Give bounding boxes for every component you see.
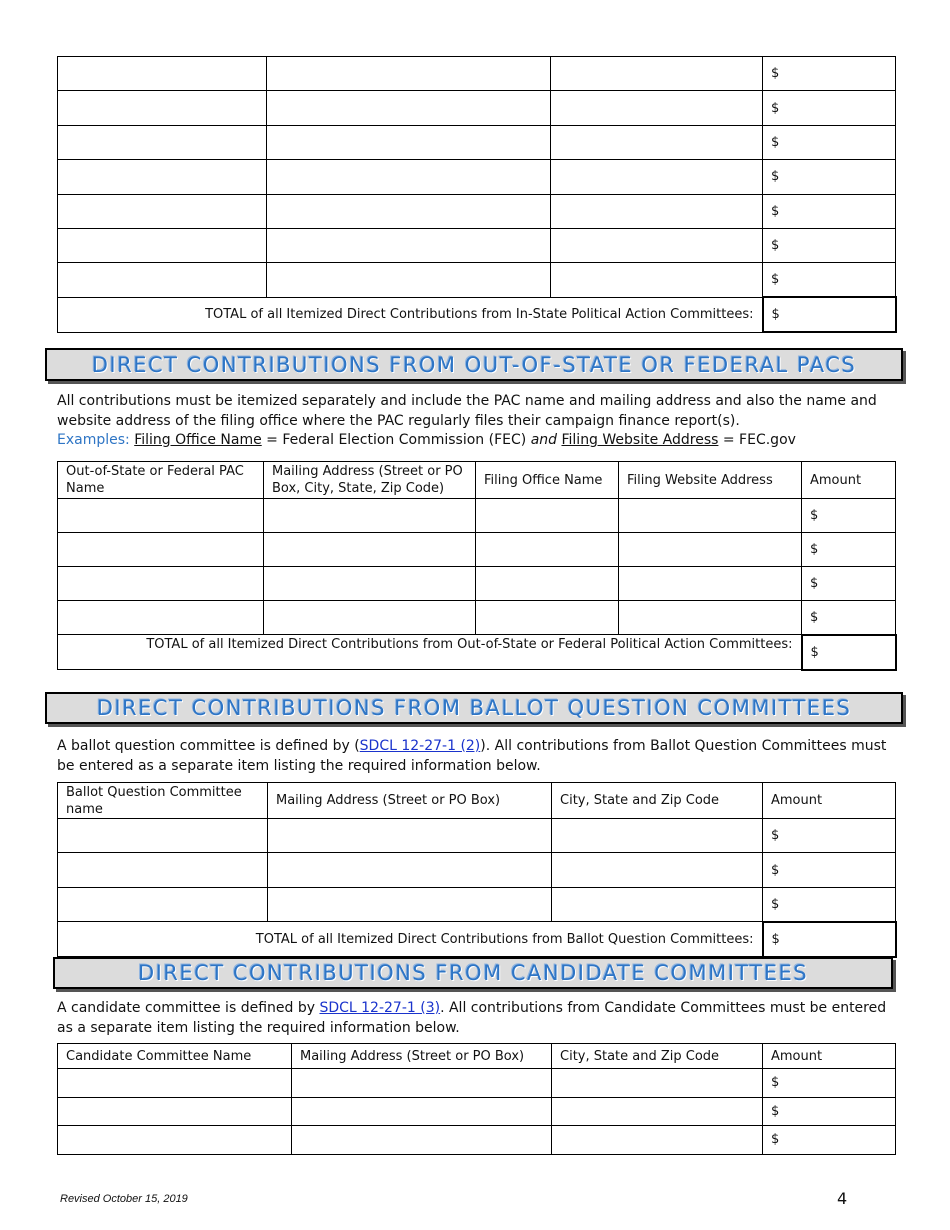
candidate-row (58, 1126, 896, 1155)
ballot-intro (57, 737, 895, 776)
col-header-ballot-committee: Ballot Question Committee name (58, 783, 268, 819)
instate-row (58, 194, 896, 228)
outofstate-row (58, 601, 896, 635)
outofstate-amount-cell[interactable]: $ (802, 533, 896, 567)
outofstate-amount-cell[interactable]: $ (802, 601, 896, 635)
outofstate-header-row (58, 462, 896, 499)
outofstate-entry-cell[interactable] (264, 499, 476, 533)
instate-entry-cell[interactable] (267, 91, 551, 125)
ballot-entry-cell[interactable] (58, 887, 268, 921)
outofstate-entry-cell[interactable] (476, 533, 619, 567)
outofstate-entry-cell[interactable] (476, 499, 619, 533)
outofstate-total-amount[interactable]: $ (802, 635, 896, 670)
candidate-entry-cell[interactable] (292, 1069, 552, 1098)
instate-entry-cell[interactable] (58, 263, 267, 297)
instate-entry-cell[interactable] (267, 160, 551, 194)
ballot-total-label: TOTAL of all Itemized Direct Contributions from Ballot Question Committees: (58, 922, 763, 957)
instate-entry-cell[interactable] (267, 228, 551, 262)
instate-total-label: TOTAL of all Itemized Direct Contributions from In-State Political Action Committees: (58, 297, 763, 332)
instate-entry-cell[interactable] (267, 125, 551, 159)
instate-entry-cell[interactable] (267, 263, 551, 297)
ballot-intro-before: A ballot question committee is defined by ( (57, 738, 360, 754)
outofstate-row (58, 533, 896, 567)
page-number: 4 (837, 1189, 848, 1208)
ballot-banner: DIRECT CONTRIBUTIONS FROM BALLOT QUESTION COMMITTEES (45, 692, 903, 724)
ballot-amount-cell[interactable]: $ (763, 853, 896, 887)
col-header-amount: Amount (802, 462, 896, 499)
outofstate-amount-cell[interactable]: $ (802, 499, 896, 533)
candidate-header-row (58, 1044, 896, 1069)
example-eq1: = Federal Election Commission (FEC) (261, 432, 531, 448)
candidate-intro (57, 999, 895, 1038)
candidate-entry-cell[interactable] (58, 1097, 292, 1126)
outofstate-amount-cell[interactable]: $ (802, 567, 896, 601)
outofstate-entry-cell[interactable] (264, 601, 476, 635)
instate-entry-cell[interactable] (267, 194, 551, 228)
candidate-entry-cell[interactable] (292, 1126, 552, 1155)
ballot-header-row (58, 783, 896, 819)
col-header-filing-website: Filing Website Address (619, 462, 802, 499)
instate-entry-cell[interactable] (551, 160, 763, 194)
instate-amount-cell[interactable]: $ (763, 91, 896, 125)
outofstate-total-label: TOTAL of all Itemized Direct Contributions from Out-of-State or Federal Political Action Committees: (58, 635, 802, 670)
instate-total-row (58, 297, 896, 332)
instate-entry-cell[interactable] (551, 91, 763, 125)
ballot-committee-table (57, 782, 897, 958)
ballot-entry-cell[interactable] (268, 887, 552, 921)
examples-label: Examples: (57, 432, 130, 448)
outofstate-row (58, 499, 896, 533)
instate-entry-cell[interactable] (58, 160, 267, 194)
candidate-committee-table (57, 1043, 896, 1155)
candidate-row (58, 1097, 896, 1126)
col-header-amount: Amount (763, 1044, 896, 1069)
instate-pac-table (57, 56, 897, 333)
instate-amount-cell[interactable]: $ (763, 194, 896, 228)
outofstate-total-row (58, 635, 896, 670)
revised-date: Revised October 15, 2019 (60, 1193, 188, 1205)
candidate-banner: DIRECT CONTRIBUTIONS FROM CANDIDATE COMMITTEES (53, 957, 893, 989)
outofstate-intro-text: All contributions must be itemized separately and include the PAC name and mailing address and also the name and website address of the filing office where the PAC regularly files their campaign finance report(s). (57, 393, 877, 429)
ballot-intro-after: ). All contributions from Ballot Question Committees must be entered as a separate item listing the required information below. (57, 738, 887, 774)
instate-entry-cell[interactable] (58, 91, 267, 125)
instate-amount-cell[interactable]: $ (763, 263, 896, 297)
instate-entry-cell[interactable] (58, 125, 267, 159)
ballot-entry-cell[interactable] (552, 819, 763, 853)
instate-entry-cell[interactable] (551, 57, 763, 91)
instate-amount-cell[interactable]: $ (763, 57, 896, 91)
example-and: and (530, 432, 558, 448)
outofstate-pac-table (57, 461, 897, 671)
ballot-total-amount[interactable]: $ (763, 922, 896, 957)
ballot-sdcl-link[interactable]: SDCL 12-27-1 (2) (359, 738, 481, 754)
outofstate-entry-cell[interactable] (619, 499, 802, 533)
instate-entry-cell[interactable] (58, 228, 267, 262)
instate-row (58, 57, 896, 91)
instate-row (58, 125, 896, 159)
outofstate-entry-cell[interactable] (58, 567, 264, 601)
candidate-entry-cell[interactable] (58, 1069, 292, 1098)
ballot-entry-cell[interactable] (268, 853, 552, 887)
instate-entry-cell[interactable] (551, 125, 763, 159)
candidate-entry-cell[interactable] (292, 1097, 552, 1126)
ballot-amount-cell[interactable]: $ (763, 819, 896, 853)
outofstate-entry-cell[interactable] (476, 567, 619, 601)
col-header-pac-name: Out-of-State or Federal PAC Name (58, 462, 264, 499)
instate-entry-cell[interactable] (551, 263, 763, 297)
candidate-amount-cell[interactable]: $ (763, 1126, 896, 1155)
outofstate-entry-cell[interactable] (619, 567, 802, 601)
instate-amount-cell[interactable]: $ (763, 125, 896, 159)
example-eq2: = FEC.gov (718, 432, 796, 448)
candidate-amount-cell[interactable]: $ (763, 1069, 896, 1098)
ballot-total-row (58, 922, 896, 957)
candidate-entry-cell[interactable] (58, 1126, 292, 1155)
ballot-row (58, 887, 896, 921)
candidate-row (58, 1069, 896, 1098)
instate-entry-cell[interactable] (551, 228, 763, 262)
candidate-amount-cell[interactable]: $ (763, 1097, 896, 1126)
candidate-entry-cell[interactable] (552, 1069, 763, 1098)
outofstate-entry-cell[interactable] (619, 601, 802, 635)
outofstate-examples (57, 431, 895, 451)
instate-entry-cell[interactable] (551, 194, 763, 228)
outofstate-entry-cell[interactable] (476, 601, 619, 635)
ballot-entry-cell[interactable] (552, 853, 763, 887)
outofstate-entry-cell[interactable] (58, 533, 264, 567)
outofstate-entry-cell[interactable] (58, 499, 264, 533)
outofstate-entry-cell[interactable] (264, 533, 476, 567)
col-header-candidate-committee: Candidate Committee Name (58, 1044, 292, 1069)
ballot-row (58, 853, 896, 887)
col-header-mailing-address: Mailing Address (Street or PO Box) (292, 1044, 552, 1069)
col-header-amount: Amount (763, 783, 896, 819)
ballot-entry-cell[interactable] (58, 819, 268, 853)
outofstate-row (58, 567, 896, 601)
candidate-intro-before: A candidate committee is defined by (57, 1000, 320, 1016)
candidate-intro-after: . All contributions from Candidate Committees must be entered as a separate item listing the required information below. (57, 1000, 887, 1036)
col-header-city-state-zip: City, State and Zip Code (552, 1044, 763, 1069)
filing-office-name-term: Filing Office Name (134, 432, 262, 448)
ballot-entry-cell[interactable] (552, 887, 763, 921)
filing-website-address-term: Filing Website Address (561, 432, 719, 448)
instate-amount-cell[interactable]: $ (763, 228, 896, 262)
outofstate-entry-cell[interactable] (619, 533, 802, 567)
instate-row (58, 91, 896, 125)
instate-total-amount[interactable]: $ (763, 297, 896, 332)
candidate-entry-cell[interactable] (552, 1097, 763, 1126)
ballot-entry-cell[interactable] (268, 819, 552, 853)
instate-entry-cell[interactable] (58, 57, 267, 91)
instate-entry-cell[interactable] (58, 194, 267, 228)
outofstate-entry-cell[interactable] (264, 567, 476, 601)
ballot-amount-cell[interactable]: $ (763, 887, 896, 921)
instate-amount-cell[interactable]: $ (763, 160, 896, 194)
ballot-entry-cell[interactable] (58, 853, 268, 887)
outofstate-banner: DIRECT CONTRIBUTIONS FROM OUT-OF-STATE OR FEDERAL PACS (45, 348, 903, 381)
candidate-entry-cell[interactable] (552, 1126, 763, 1155)
instate-row (58, 263, 896, 297)
col-header-filing-office: Filing Office Name (476, 462, 619, 499)
instate-row (58, 160, 896, 194)
ballot-row (58, 819, 896, 853)
instate-entry-cell[interactable] (267, 57, 551, 91)
outofstate-entry-cell[interactable] (58, 601, 264, 635)
col-header-mailing-address: Mailing Address (Street or PO Box) (268, 783, 552, 819)
col-header-mailing-address: Mailing Address (Street or PO Box, City, State, Zip Code) (264, 462, 476, 499)
candidate-sdcl-link[interactable]: SDCL 12-27-1 (3) (319, 1000, 441, 1016)
instate-row (58, 228, 896, 262)
outofstate-intro (57, 392, 895, 451)
col-header-city-state-zip: City, State and Zip Code (552, 783, 763, 819)
